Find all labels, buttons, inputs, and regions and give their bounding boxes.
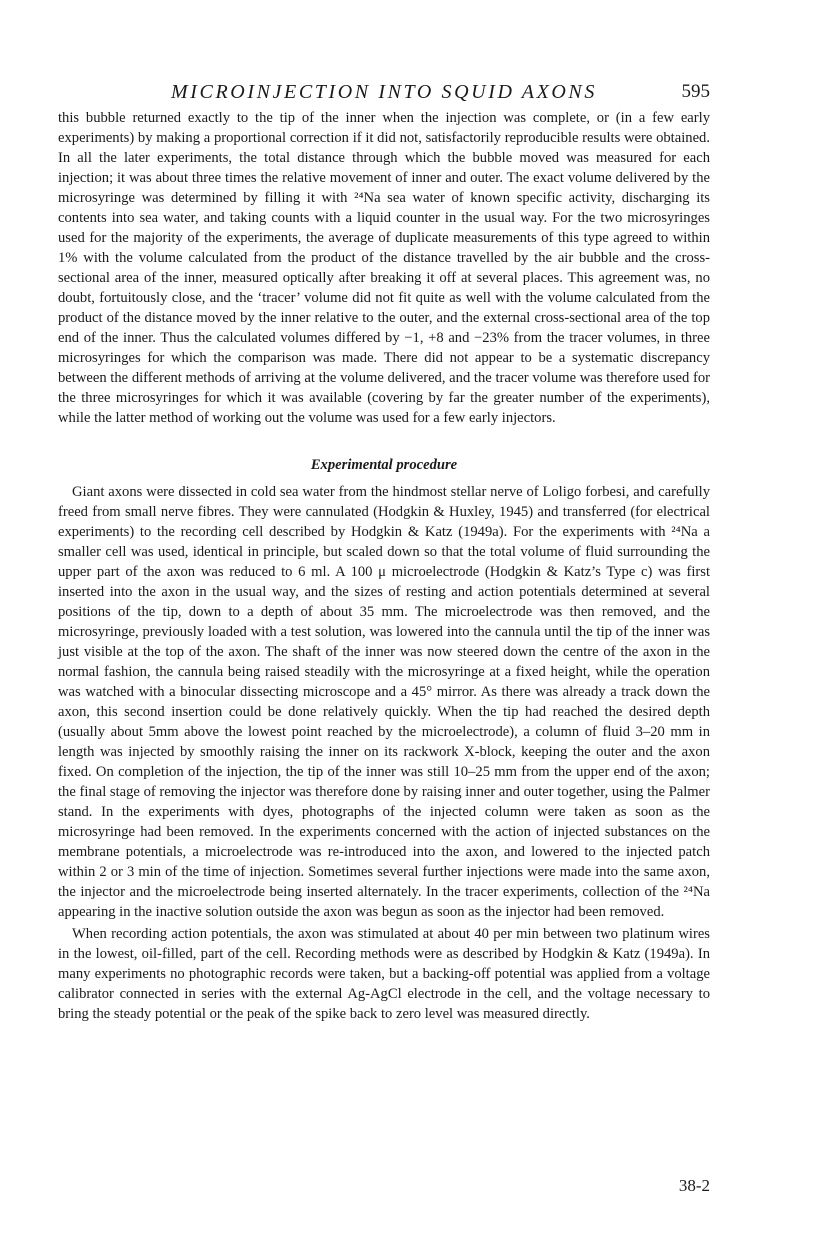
paragraph-1: this bubble returned exactly to the tip of the inner when the injection was complete, or (in a few early experiments) by making a proportional correction if it did not, satisfactorily reproducible results were obtained. In all the later experiments, the total distance through which the bubble moved was measured for each injection; it was about three times the relative movement of inner and outer. The exact volume delivered by the microsyringe was determined by filling it with ²⁴Na sea water of known specific activity, discharging its contents into sea water, and taking counts with a liquid counter in the usual way. For the two microsyringes used for the majority of the experiments, the average of duplicate measurements of this type agreed to within 1% with the volume calculated from the product of the distance travelled by the air bubble and the cross-sectional area of the inner, measured optically after breaking it off at several places. This agreement was, no doubt, fortuitously close, and the ‘tracer’ volume did not fit quite as well with the volume calculated from the product of the distance moved by the inner relative to the outer, and the external cross-sectional area of the top end of the inner. Thus the calculated volumes differed by −1, +8 and −23% from the tracer volumes, in three microsyringes for which the comparison was made. There did not appear to be a systematic discrepancy between the different methods of arriving at the volume delivered, and the tracer volume was therefore used for the three microsyringes for which it was available (covering by far the greater number of the experiments), while the latter method of working out the volume was used for a few early injectors. xyxy=(58,110,710,426)
paragraph-3: When recording action potentials, the axon was stimulated at about 40 per min between two platinum wires in the lowest, oil-filled, part of the cell. Recording methods were as described by Hodgkin & Katz (1949a). In many experiments no photographic records were taken, but a backing-off potential was applied from a voltage calibrator connected in series with the external Ag-AgCl electrode in the cell, and the voltage necessary to bring the steady potential or the peak of the spike back to zero level was measured directly. xyxy=(58,926,710,1022)
paragraph-2: Giant axons were dissected in cold sea water from the hindmost stellar nerve of Loligo forbesi, and carefully freed from small nerve fibres. They were cannulated (Hodgkin & Huxley, 1945) and transferred (for electrical experiments) to the recording cell described by Hodgkin & Katz (1949a). For the experiments with ²⁴Na a smaller cell was used, identical in principle, but scaled down so that the total volume of fluid surrounding the upper part of the axon was reduced to 6 ml. A 100 μ microelectrode (Hodgkin & Katz’s Type c) was first inserted into the axon in the usual way, and the sizes of resting and action potentials determined at several positions of the tip, down to a depth of about 35 mm. The microelectrode was then removed, and the microsyringe, previously loaded with a test solution, was lowered into the cannula until the tip of the inner was just visible at the top of the axon. The shaft of the inner was now steered down the centre of the axon in the normal fashion, the cannula being raised steadily with the microsyringe at a fixed height, while the operation was watched with a binocular dissecting microscope and a 45° mirror. As there was already a track down the axon, this second insertion could be done relatively quickly. When the tip had reached the desired depth (usually about 5mm above the lowest point reached by the microelectrode), a column of fluid 3–20 mm in length was injected by smoothly raising the inner on its rackwork X-block, keeping the outer and the axon fixed. On completion of the injection, the tip of the inner was still 10–25 mm from the upper end of the axon; the final stage of removing the injector was therefore done by raising inner and outer together, using the Palmer stand. In the experiments with dyes, photographs of the injected column were taken as soon as the microsyringe had been removed. In the experiments concerned with the action of injected substances on the membrane potentials, a microelectrode was re-introduced into the axon, and lowered to the injected patch within 2 or 3 min of the time of injection. Sometimes several further injections were made into the same axon, the injector and the microelectrode being inserted alternately. In the tracer experiments, collection of the ²⁴Na appearing in the inactive solution outside the axon was begun as soon as the injector had been removed. xyxy=(58,484,710,920)
running-title: MICROINJECTION INTO SQUID AXONS xyxy=(171,81,597,103)
section-heading: Experimental procedure xyxy=(310,457,458,473)
body-text xyxy=(58,108,710,1024)
folio-signature: 38-2 xyxy=(678,1176,710,1195)
running-header xyxy=(58,78,710,106)
page-number: 595 xyxy=(681,81,710,102)
